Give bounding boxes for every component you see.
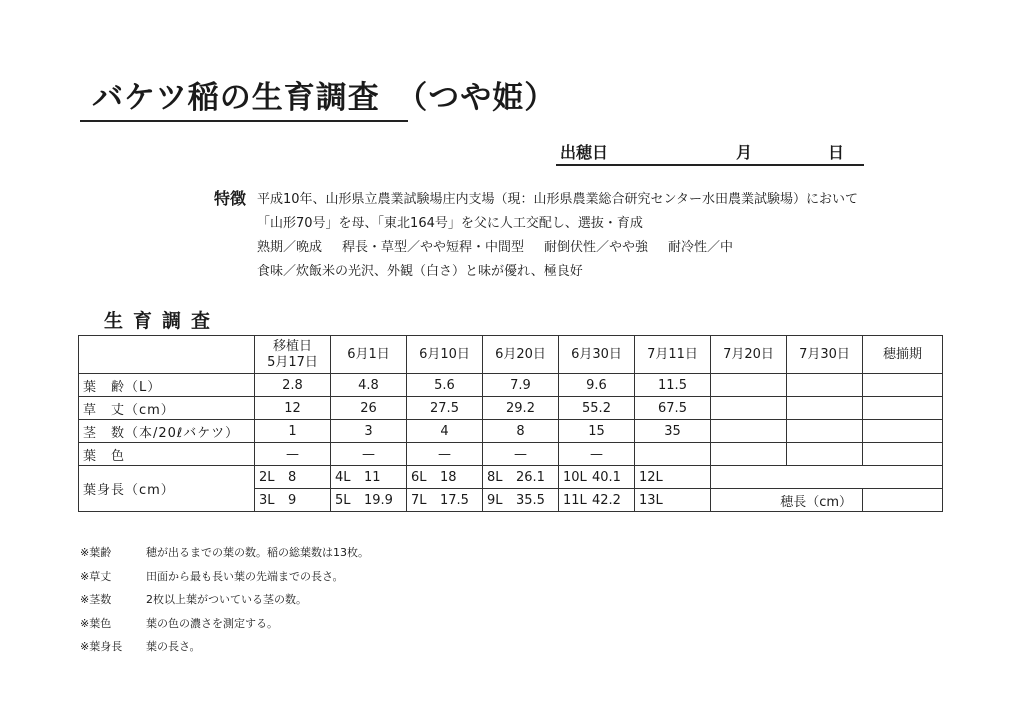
table-cell: 3 <box>331 420 407 443</box>
heading-day: 日 <box>828 143 845 162</box>
page-title: バケツ稲の生育調査 （つや姫） <box>92 80 557 116</box>
leaf-length-cell: 12L <box>635 466 711 489</box>
leaf-length-cell: 8L 26.1 <box>483 466 559 489</box>
leaf-length-cell: 3L 9 <box>255 489 331 512</box>
table-cell <box>635 443 711 466</box>
leaf-length-cell: 2L 8 <box>255 466 331 489</box>
note-key: ※茎数 <box>80 593 112 606</box>
table-cell: 29.2 <box>483 397 559 420</box>
feature-culm: 稈長・草型／やや短稈・中間型 <box>342 240 525 255</box>
feature-maturity: 熟期／晩成 <box>257 240 323 255</box>
table-cell: 4.8 <box>331 374 407 397</box>
note-text: 田面から最も長い葉の先端までの長さ。 <box>146 569 344 583</box>
table-cell <box>863 374 943 397</box>
row-label: 草 丈（cm） <box>79 397 255 420</box>
ear-length-label: 穂長（cm） <box>711 489 863 512</box>
features-line-2: 「山形70号」を母、「東北164号」を父に人工交配し、選抜・育成 <box>257 216 643 231</box>
table-cell <box>787 443 863 466</box>
leaf-length-cell: 6L 18 <box>407 466 483 489</box>
table-cell: 12 <box>255 397 331 420</box>
leaf-length-cell: 11L 42.2 <box>559 489 635 512</box>
header-blank <box>79 336 255 374</box>
note-text: 穂が出るまでの葉の数。稲の総葉数は13枚。 <box>146 546 369 559</box>
table-row <box>79 443 943 466</box>
features-line-1: 平成10年、山形県立農業試験場庄内支場（現：山形県農業総合研究センター水田農業試験場）において <box>257 192 859 207</box>
ear-length-value <box>863 489 943 512</box>
table-cell: 1 <box>255 420 331 443</box>
leaf-length-cell: 4L 11 <box>331 466 407 489</box>
table-cell <box>711 443 787 466</box>
header-cell: 6月30日 <box>559 336 635 374</box>
note-text: 葉の色の濃さを測定する。 <box>146 616 278 630</box>
row-label: 葉 色 <box>79 443 255 466</box>
table-row <box>79 397 943 420</box>
heading-label: 出穂日 <box>560 143 609 162</box>
note-text: 2枚以上葉がついている茎の数。 <box>146 593 307 606</box>
features-line-4: 食味／炊飯米の光沢、外観（白さ）と味が優れ、極良好 <box>257 264 583 279</box>
note-key: ※葉色 <box>80 616 112 630</box>
header-cell: 穂揃期 <box>863 336 943 374</box>
table-row <box>79 420 943 443</box>
leaf-length-cell: 7L 17.5 <box>407 489 483 512</box>
header-cell: 6月20日 <box>483 336 559 374</box>
table-cell <box>863 443 943 466</box>
table-cell: 67.5 <box>635 397 711 420</box>
heading-underline <box>556 164 864 166</box>
table-cell: — <box>255 443 331 466</box>
header-cell <box>255 336 331 374</box>
header-cell: 7月20日 <box>711 336 787 374</box>
table-cell: 11.5 <box>635 374 711 397</box>
features-line-3 <box>257 236 733 255</box>
table-cell: — <box>407 443 483 466</box>
note-key: ※葉齢 <box>80 546 112 559</box>
row-label: 茎 数（本/20ℓバケツ） <box>79 420 255 443</box>
table-cell: — <box>559 443 635 466</box>
header-cell-label: 移植日 5月17日 <box>267 338 318 370</box>
table-cell: 7.9 <box>483 374 559 397</box>
feature-cold: 耐冷性／中 <box>668 240 734 255</box>
table-cell: — <box>483 443 559 466</box>
table-header-row <box>79 336 943 374</box>
features-label: 特徴 <box>214 189 247 208</box>
table-cell <box>711 397 787 420</box>
note-key: ※草丈 <box>80 569 112 583</box>
leaf-length-label: 葉身長（cm） <box>79 466 255 512</box>
leaf-length-cell: 9L 35.5 <box>483 489 559 512</box>
table-cell: 35 <box>635 420 711 443</box>
header-cell: 6月10日 <box>407 336 483 374</box>
leaf-length-blank <box>711 466 943 489</box>
leaf-length-cell: 13L <box>635 489 711 512</box>
table-cell: 5.6 <box>407 374 483 397</box>
table-cell: 8 <box>483 420 559 443</box>
table-cell: 15 <box>559 420 635 443</box>
row-label: 葉 齢（L） <box>79 374 255 397</box>
leaf-length-cell: 10L 40.1 <box>559 466 635 489</box>
heading-month: 月 <box>736 143 753 162</box>
section-title: 生育調査 <box>104 310 221 332</box>
header-cell: 6月1日 <box>331 336 407 374</box>
feature-lodging: 耐倒伏性／やや強 <box>544 240 649 255</box>
note-key: ※葉身長 <box>80 640 123 653</box>
growth-survey-table <box>78 335 943 512</box>
header-cell: 7月11日 <box>635 336 711 374</box>
table-cell <box>863 420 943 443</box>
table-cell: 55.2 <box>559 397 635 420</box>
header-cell: 7月30日 <box>787 336 863 374</box>
table-row <box>79 374 943 397</box>
table-cell: — <box>331 443 407 466</box>
table-cell: 27.5 <box>407 397 483 420</box>
table-cell <box>787 420 863 443</box>
leaf-length-cell: 5L 19.9 <box>331 489 407 512</box>
title-underline <box>80 120 408 122</box>
table-cell: 26 <box>331 397 407 420</box>
table-cell: 4 <box>407 420 483 443</box>
table-cell <box>787 374 863 397</box>
table-cell <box>711 374 787 397</box>
table-cell: 2.8 <box>255 374 331 397</box>
table-cell <box>787 397 863 420</box>
table-cell <box>711 420 787 443</box>
note-text: 葉の長さ。 <box>146 640 201 653</box>
table-cell: 9.6 <box>559 374 635 397</box>
table-cell <box>863 397 943 420</box>
leaf-length-row-top <box>79 466 943 489</box>
